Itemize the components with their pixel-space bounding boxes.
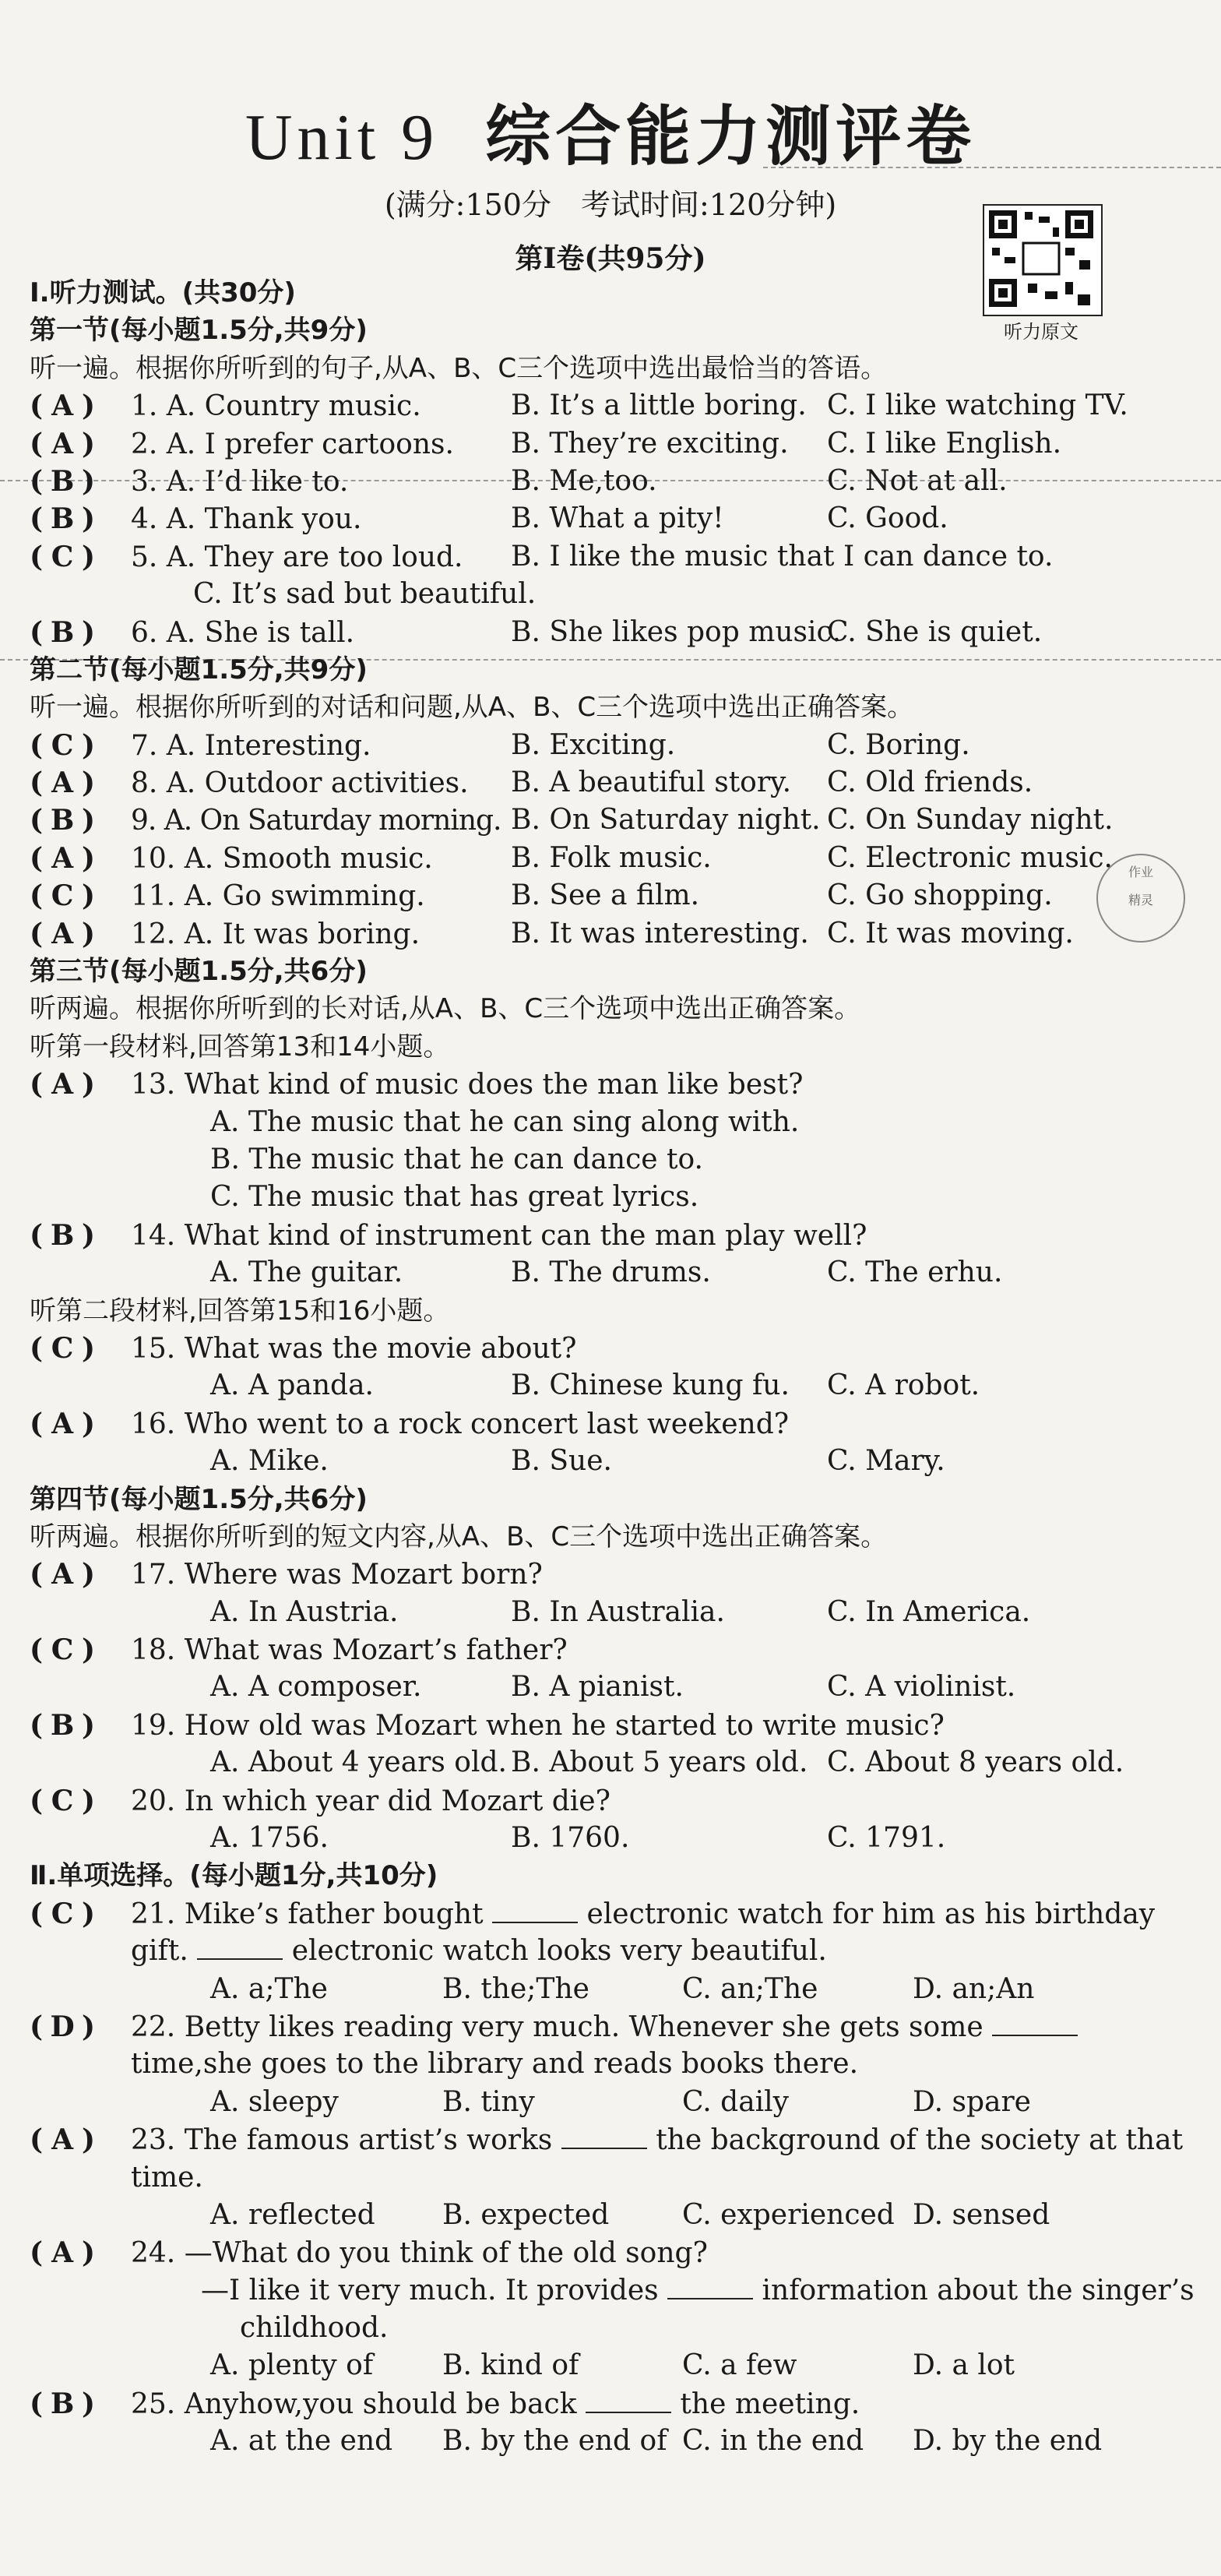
option-row: A. A panda. B. Chinese kung fu. C. A robot. bbox=[210, 1369, 980, 1402]
question-row: ( B ) 14. What kind of instrument can the man play well? bbox=[30, 1217, 1190, 1254]
answer-mark: A bbox=[51, 2236, 74, 2270]
answer-blank[interactable] bbox=[667, 2275, 753, 2299]
instruction: 听一遍。根据你所听到的对话和问题,从A、B、C三个选项中选出正确答案。 bbox=[30, 692, 914, 724]
section-heading: 第二节(每小题1.5分,共9分) bbox=[30, 654, 368, 685]
instruction: 听第二段材料,回答第15和16小题。 bbox=[30, 1295, 450, 1327]
option-row: A. Mike. B. Sue. C. Mary. bbox=[210, 1445, 945, 1478]
answer-blank[interactable] bbox=[992, 2011, 1078, 2036]
option-row: A. plenty of B. kind of C. a few D. a lot bbox=[210, 2349, 1015, 2382]
option-row: A. a;The B. the;The C. an;The D. an;An bbox=[210, 1972, 1035, 2005]
question-row: ( C ) 7. A. Interesting. B. Exciting. C. Boring. bbox=[30, 727, 1190, 764]
page-title bbox=[0, 84, 1221, 178]
answer-mark: B bbox=[50, 804, 75, 837]
answer-blank[interactable] bbox=[561, 2124, 647, 2149]
option-row: A. In Austria. B. In Australia. C. In America. bbox=[210, 1595, 1031, 1628]
section-heading: 第四节(每小题1.5分,共6分) bbox=[30, 1483, 368, 1515]
question-row: ( A ) 10. A. Smooth music. B. Folk music. C. Electronic music. bbox=[30, 840, 1190, 877]
exam-content bbox=[30, 274, 1195, 2461]
option-row: A. A composer. B. A pianist. C. A violinist. bbox=[210, 1671, 1016, 1704]
instruction: 听两遍。根据你所听到的短文内容,从A、B、C三个选项中选出正确答案。 bbox=[30, 1521, 888, 1552]
answer-mark: B bbox=[50, 502, 75, 536]
answer-mark: B bbox=[50, 1218, 75, 1252]
section-heading: 第一节(每小题1.5分,共9分) bbox=[30, 315, 368, 347]
answer-mark: C bbox=[51, 1897, 74, 1930]
answer-mark: C bbox=[51, 728, 74, 762]
question-row: ( A ) 8. A. Outdoor activities. B. A beautiful story. C. Old friends. bbox=[30, 764, 1190, 802]
question-row: C. It’s sad but beautiful. bbox=[193, 578, 537, 611]
answer-mark: C bbox=[51, 1331, 74, 1365]
answer-mark: A bbox=[51, 766, 74, 800]
stamp-text-bottom: 精灵 bbox=[1128, 893, 1153, 907]
question-row: gift. electronic watch looks very beautiful. bbox=[131, 1935, 827, 1968]
option-row: A. sleepy B. tiny C. daily D. spare bbox=[210, 2085, 1031, 2118]
question-row: ( A ) 12. A. It was boring. B. It was interesting. C. It was moving. bbox=[30, 915, 1190, 953]
answer-mark: C bbox=[51, 540, 74, 573]
question-row: ( B ) 4. A. Thank you. B. What a pity! C. Good. bbox=[30, 500, 1190, 537]
instruction: 听第一段材料,回答第13和14小题。 bbox=[30, 1031, 450, 1062]
section-heading: Ⅱ.单项选择。(每小题1分,共10分) bbox=[30, 1860, 438, 1892]
question-row: time,she goes to the library and reads books there. bbox=[131, 2048, 859, 2081]
option-row: A. 1756. B. 1760. C. 1791. bbox=[210, 1822, 946, 1855]
question-row: ( A ) 16. Who went to a rock concert last weekend? bbox=[30, 1405, 1190, 1443]
answer-mark: A bbox=[51, 389, 74, 423]
answer-mark: B bbox=[50, 1708, 75, 1742]
question-row: ( B ) 3. A. I’d like to. B. Me,too. C. Not at all. bbox=[30, 463, 1190, 500]
option-row: A. The guitar. B. The drums. C. The erhu. bbox=[210, 1256, 1003, 1289]
question-row: ( C ) 21. Mike’s father bought electronic watch for him as his birthday bbox=[30, 1895, 1190, 1933]
question-row: ( D ) 22. Betty likes reading very much. Whenever she gets some bbox=[30, 2008, 1190, 2046]
instruction: 听两遍。根据你所听到的长对话,从A、B、C三个选项中选出正确答案。 bbox=[30, 993, 861, 1025]
answer-mark: A bbox=[51, 841, 74, 875]
answer-mark: C bbox=[51, 879, 74, 913]
question-row: —I like it very much. It provides information about the singer’s bbox=[201, 2274, 1195, 2306]
stamp-text-top: 作业 bbox=[1128, 865, 1153, 879]
answer-mark: A bbox=[51, 1068, 74, 1101]
option-row: B. The music that he can dance to. bbox=[210, 1143, 703, 1175]
question-row: ( B ) 6. A. She is tall. B. She likes pop music. C. She is quiet. bbox=[30, 614, 1190, 651]
title-text: 综合能力测评卷 bbox=[485, 97, 976, 174]
section-heading: Ⅰ.听力测试。(共30分) bbox=[30, 277, 296, 308]
question-row: ( C ) 15. What was the movie about? bbox=[30, 1330, 1190, 1367]
divider bbox=[763, 167, 1221, 168]
option-row: C. The music that has great lyrics. bbox=[210, 1181, 699, 1214]
question-row: ( C ) 11. A. Go swimming. B. See a film. C. Go shopping. bbox=[30, 877, 1190, 914]
answer-blank[interactable] bbox=[492, 1898, 578, 1923]
answer-mark: B bbox=[50, 464, 75, 498]
question-row: ( C ) 18. What was Mozart’s father? bbox=[30, 1631, 1190, 1669]
question-row: ( A ) 1. A. Country music. B. It’s a little boring. C. I like watching TV. bbox=[30, 387, 1190, 425]
question-row: ( A ) 2. A. I prefer cartoons. B. They’re exciting. C. I like English. bbox=[30, 425, 1190, 463]
question-row: ( A ) 23. The famous artist’s works the background of the society at that bbox=[30, 2121, 1190, 2158]
option-row: A. The music that he can sing along with. bbox=[210, 1105, 800, 1138]
option-row: A. reflected B. expected C. experienced D. sensed bbox=[210, 2198, 1050, 2231]
instruction: 听一遍。根据你所听到的句子,从A、B、C三个选项中选出最恰当的答语。 bbox=[30, 352, 888, 384]
question-row: ( B ) 9. A. On Saturday morning. B. On Saturday night. C. On Sunday night. bbox=[30, 802, 1190, 839]
answer-mark: A bbox=[51, 917, 74, 950]
question-row: ( A ) 17. Where was Mozart born? bbox=[30, 1556, 1190, 1593]
question-row: ( B ) 25. Anyhow,you should be back the meeting. bbox=[30, 2385, 1190, 2423]
option-row: A. About 4 years old. B. About 5 years old. C. About 8 years old. bbox=[210, 1746, 1124, 1779]
answer-blank[interactable] bbox=[197, 1935, 283, 1960]
answer-mark: A bbox=[51, 427, 74, 460]
section-heading: 第三节(每小题1.5分,共6分) bbox=[30, 956, 368, 988]
qr-label: 听力原文 bbox=[1004, 321, 1078, 343]
answer-mark: C bbox=[51, 1633, 74, 1667]
answer-mark: B bbox=[50, 2387, 75, 2420]
exam-subtitle: (满分:150分 考试时间:120分钟) bbox=[384, 188, 837, 222]
question-row: ( B ) 19. How old was Mozart when he started to write music? bbox=[30, 1707, 1190, 1744]
answer-mark: A bbox=[51, 1407, 74, 1440]
question-row: time. bbox=[131, 2161, 203, 2194]
question-row: ( A ) 13. What kind of music does the man like best? bbox=[30, 1066, 1190, 1103]
question-row: ( C ) 5. A. They are too loud. B. I like the music that I can dance to. bbox=[30, 538, 1190, 576]
volume-heading: 第Ⅰ卷(共95分) bbox=[515, 242, 706, 275]
answer-mark: A bbox=[51, 2123, 74, 2157]
question-row: childhood. bbox=[240, 2312, 389, 2345]
answer-blank[interactable] bbox=[586, 2388, 671, 2413]
unit-label: Unit 9 bbox=[245, 101, 439, 174]
answer-mark: B bbox=[50, 615, 75, 649]
question-row: ( A ) 24. —What do you think of the old song? bbox=[30, 2234, 1190, 2271]
question-row: ( C ) 20. In which year did Mozart die? bbox=[30, 1782, 1190, 1820]
answer-mark: C bbox=[51, 1784, 74, 1817]
answer-mark: A bbox=[51, 1558, 74, 1591]
answer-mark: D bbox=[50, 2010, 75, 2043]
option-row: A. at the end B. by the end of C. in the end D. by the end bbox=[210, 2425, 1103, 2458]
